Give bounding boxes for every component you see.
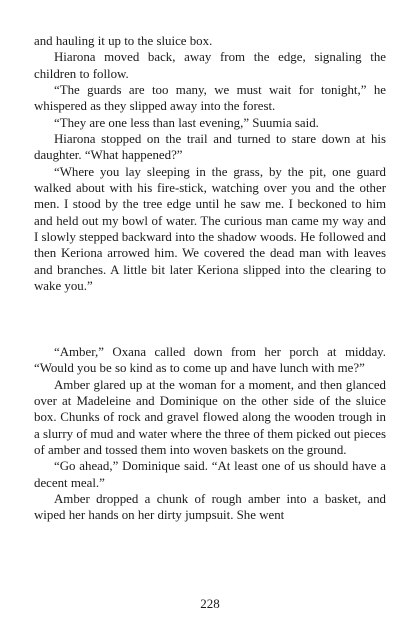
paragraph: “Where you lay sleeping in the grass, by the pit, one guard walked about with his fire-stick, watching over you and the other men. I stood by the tree edge until he saw me. I beckoned to him and held out my bowl of water. The curious man came my way and I slowly stepped backward into the shadow woods. He followed and then Keriona arrowed him. We covered the dead man with leaves and branches. A little bit later Keriona slipped into the clearing to wake you.”	[34, 164, 386, 294]
paragraph: “Amber,” Oxana called down from her porch at midday. “Would you be so kind as to come up and have lunch with me?”	[34, 345, 386, 376]
text-section-1	[34, 33, 386, 295]
paragraph: Hiarona stopped on the trail and turned to stare down at his daughter. “What happened?”	[34, 132, 386, 163]
paragraph: “They are one less than last evening,” Suumia said.	[54, 115, 319, 130]
page-number: 228	[200, 596, 220, 611]
paragraph: Amber glared up at the woman for a moment, and then glanced over at Madeleine and Dominique on the other side of the sluice box. Chunks of rock and gravel flowed along the wooden trough in a slurry of mud and water where the three of them picked out pieces of amber and tossed them into woven baskets on the ground.	[34, 377, 386, 458]
paragraph: and hauling it up to the sluice box.	[34, 34, 213, 48]
text-section-2	[34, 344, 386, 524]
paragraph: Hiarona moved back, away from the edge, signaling the children to follow.	[34, 50, 386, 81]
paragraph: “The guards are too many, we must wait for tonight,” he whispered as they slipped away into the forest.	[34, 83, 386, 114]
paragraph: Amber dropped a chunk of rough amber into a basket, and wiped her hands on her dirty jumpsuit. She went	[34, 492, 386, 523]
paragraph: “Go ahead,” Dominique said. “At least one of us should have a decent meal.”	[34, 459, 386, 490]
